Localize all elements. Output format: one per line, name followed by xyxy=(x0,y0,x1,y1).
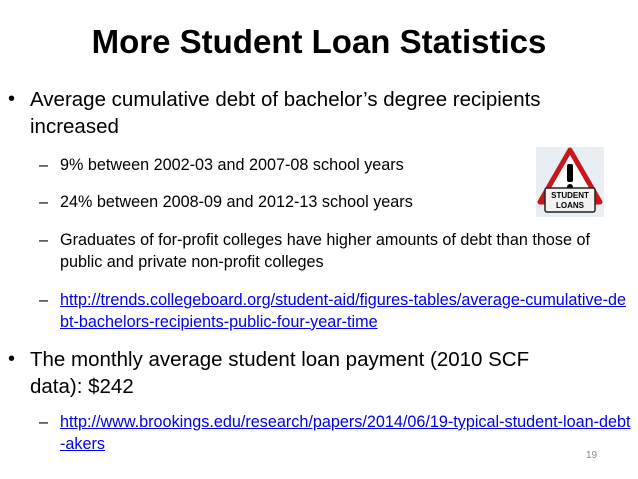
sub-bullet-text: 9% between 2002-03 and 2007-08 school years xyxy=(60,156,404,174)
dash-icon: – xyxy=(39,413,49,431)
dash-icon: – xyxy=(39,156,49,174)
label-line-2: LOANS xyxy=(556,201,584,210)
exclamation-bar xyxy=(567,164,573,182)
dash-icon: – xyxy=(39,193,49,211)
bullet-text: Average cumulative debt of bachelor’s degree recipients increased xyxy=(30,88,541,138)
sub-bullet-text xyxy=(60,412,632,455)
page-number: 19 xyxy=(586,450,598,461)
label-line-1: STUDENT xyxy=(551,191,589,200)
bullet-text: The monthly average student loan payment (2010 SCF data): $242 xyxy=(30,348,530,398)
slide-title: More Student Loan Statistics xyxy=(91,23,547,60)
brookings-link[interactable]: http://www.brookings.edu/research/papers/2014/06/19-typical-student-loan-debt-akers xyxy=(60,413,631,453)
sub-bullet-text: Graduates of for-profit colleges have higher amounts of debt than those of public and private non-profit colleges xyxy=(60,231,591,271)
warning-sign-icon xyxy=(536,147,604,217)
sub-bullet-text xyxy=(60,290,632,333)
dash-icon: – xyxy=(39,291,49,309)
bullet-icon: • xyxy=(8,88,16,110)
bullet-icon: • xyxy=(8,348,16,370)
collegeboard-link[interactable]: http://trends.collegeboard.org/student-aid/figures-tables/average-cumulative-debt-bachelors-recipients-public-four-year-time xyxy=(60,291,626,331)
dash-icon: – xyxy=(39,231,49,249)
sub-bullet-text: 24% between 2008-09 and 2012-13 school years xyxy=(60,193,413,211)
